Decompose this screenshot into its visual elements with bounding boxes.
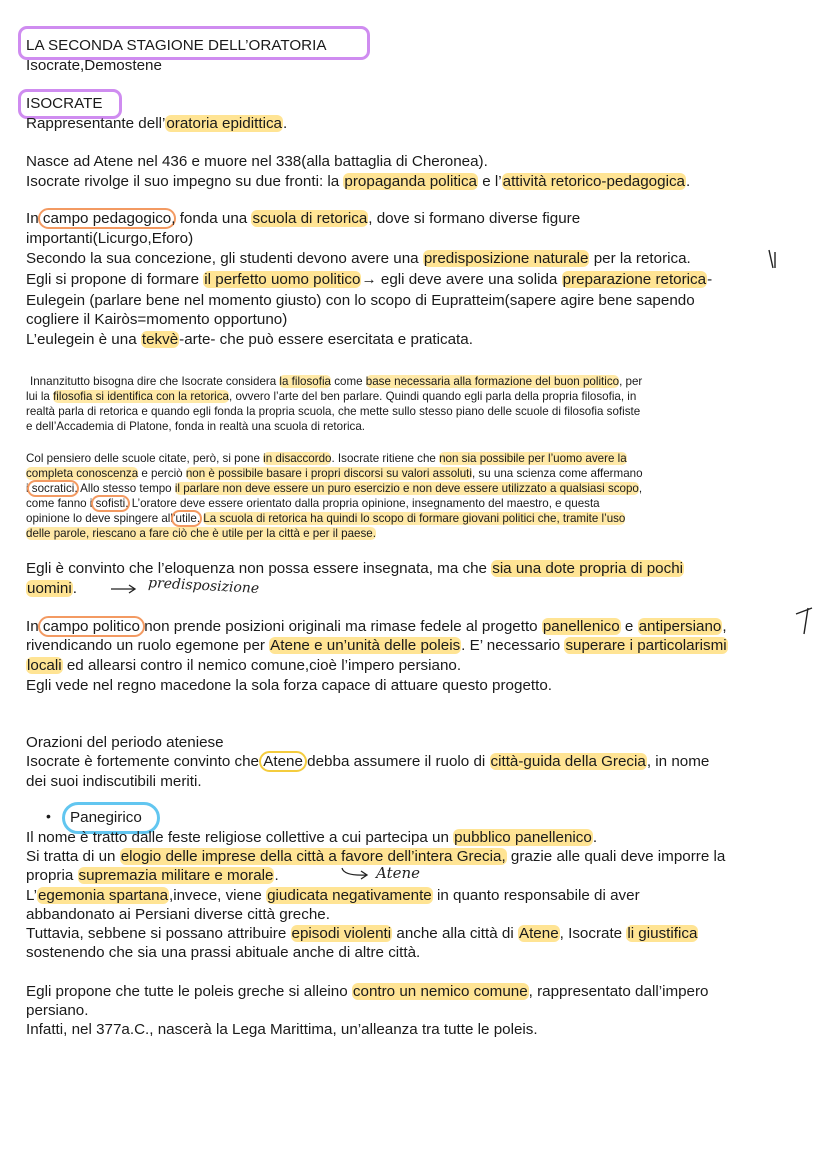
text-line: L’eulegein è una tekvè-arte- che può essere esercitata e praticata. [26, 331, 473, 348]
curved-arrow-icon [340, 866, 372, 880]
text-line: In campo pedagogico, fonda una scuola di retorica, dove si formano diverse figure [26, 210, 581, 227]
small-text-line: realtà parla di retorica e quando egli fonda la propria scuola, che mette sullo stesso piano delle scuole di filosofia sofiste [26, 405, 641, 418]
text-line: Eulegein (parlare bene nel momento giusto) con lo scopo di Eupratteim(sapere agire bene sapendo [26, 292, 695, 309]
text-line: Si tratta di un elogio delle imprese della città a favore dell’intera Grecia, grazie alle quali deve imporre la [26, 848, 726, 865]
text-line: locali ed allearsi contro il nemico comune,cioè l’impero persiano. [27, 657, 462, 674]
page-title: LA SECONDA STAGIONE DELL’ORATORIA [26, 37, 327, 54]
text-line: cogliere il Kairòs=momento opportuno) [26, 311, 288, 328]
text-line: Egli propone che tutte le poleis greche si alleino contro un nemico comune, rappresentato dall’impero [26, 983, 709, 1000]
bullet-icon: • [46, 808, 51, 824]
text-line: propria supremazia militare e morale. [26, 867, 279, 884]
text-line: Tuttavia, sebbene si possano attribuire episodi violenti anche alla città di Atene, Isocrate li giustifica [26, 925, 698, 942]
small-text-line: come fanno i sofisti. L’oratore deve essere orientato dalla propria opinione, insegnamento del maestro, e questa [26, 497, 600, 510]
text-line: L’egemonia spartana,invece, viene giudicata negativamente in quanto responsabile di aver [26, 887, 640, 904]
text-line: rivendicando un ruolo egemone per Atene e un’unità delle poleis. E’ necessario superare i particolarismi [26, 637, 727, 654]
small-text-line: Col pensiero delle scuole citate, però, si pone in disaccordo. Isocrate ritiene che non sia possibile per l’uomo avere la [26, 452, 627, 465]
text-line: Rappresentante dell’oratoria epidittica. [26, 115, 288, 132]
handwritten-mark-icon [765, 248, 785, 270]
arrow-icon [110, 584, 138, 594]
list-item: Panegirico [70, 809, 142, 826]
text-line: Infatti, nel 377a.C., nascerà la Lega Marittima, un’alleanza tra tutte le poleis. [26, 1021, 538, 1038]
section-heading: ISOCRATE [26, 95, 103, 112]
text-line: importanti(Licurgo,Eforo) [26, 230, 194, 247]
small-text-line: delle parole, riescano a fare ciò che è utile per la città e per il paese. [26, 527, 376, 540]
text-line: Isocrate rivolge il suo impegno su due fronti: la propaganda politica e l’attività retorico-pedagogica. [26, 173, 691, 190]
subheading: Orazioni del periodo ateniese [26, 734, 224, 751]
text-line: dei suoi indiscutibili meriti. [26, 773, 202, 790]
text-line: Egli vede nel regno macedone la sola forza capace di attuare questo progetto. [26, 677, 553, 694]
text-line: Il nome è tratto dalle feste religiose collettive a cui partecipa un pubblico panellenico. [26, 829, 598, 846]
text-line: Isocrate è fortemente convinto che Atene debba assumere il ruolo di città-guida della Grecia, in nome [26, 753, 710, 770]
small-text-line: opinione lo deve spingere all’utile. La scuola di retorica ha quindi lo scopo di formare giovani politici che, tramite l’uso [26, 512, 626, 525]
text-line: Secondo la sua concezione, gli studenti devono avere una predisposizione naturale per la retorica. [26, 250, 691, 267]
small-text-line: e dell’Accademia di Platone, fonda in realtà una scuola di retorica. [26, 420, 365, 433]
handwritten-note: Atene [376, 864, 421, 882]
text-line: Egli è convinto che l’eloquenza non possa essere insegnata, ma che sia una dote propria di pochi [26, 560, 684, 577]
small-text-line: lui la filosofia si identifica con la retorica, ovvero l’arte del ben parlare. Quindi quando egli parla della propria filosofia, in [26, 390, 637, 403]
text-line: sostenendo che sia una prassi abituale anche di altre città. [26, 944, 421, 961]
text-line: Egli si propone di formare il perfetto uomo politico→ egli deve avere una solida preparazione retorica- [26, 271, 713, 288]
small-text-line: i socratici. Allo stesso tempo il parlare non deve essere un puro esercizio e non deve essere utilizzato a qualsiasi scopo, [26, 482, 643, 495]
small-text-line: completa conoscenza e perciò non è possibile basare i propri discorsi su valori assoluti, su una scienza come affermano [26, 467, 643, 480]
handwritten-note: predisposizione [147, 575, 260, 597]
handwritten-bracket-icon [794, 604, 816, 638]
text-line: abbandonato ai Persiani diverse città greche. [26, 906, 330, 923]
text-line: In campo politico non prende posizioni originali ma rimase fedele al progetto panellenico e antipersiano, [26, 618, 727, 635]
small-text-line: Innanzitutto bisogna dire che Isocrate considera la filosofia come base necessaria alla formazione del buon politico, per [30, 375, 643, 388]
text-line: persiano. [26, 1002, 89, 1019]
text-line: Nasce ad Atene nel 436 e muore nel 338(alla battaglia di Cheronea). [26, 153, 488, 170]
page-subtitle: Isocrate,Demostene [26, 57, 162, 74]
text-line: uomini. [27, 580, 77, 597]
